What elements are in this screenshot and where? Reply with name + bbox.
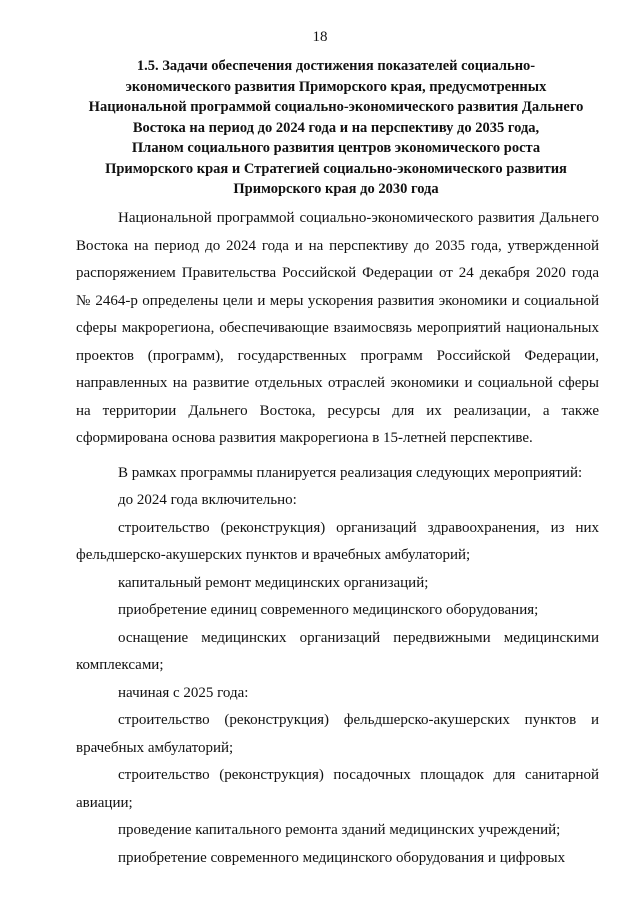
document-body <box>76 205 599 872</box>
paragraph-intro: Национальной программой социально-экономического развития Дальнего Востока на период до 2024 года и на перспективу до 2035 года, утвержденной распоряжением Правительства Российской Федерации от 24 декабря 2020 года № 2464-р определены цели и меры ускорения развития экономики и социальной сферы макрорегиона, обеспечивающие взаимосвязь мероприятий национальных проектов (программ), государственных программ Российской Федерации, направленных на развитие отдельных отраслей экономики и социальной сферы на территории Дальнего Востока, ресурсы для их реализации, а также сформирована основа развития макрорегиона в 15-летней перспективе. <box>76 210 599 446</box>
heading-line: экономического развития Приморского края, предусмотренных <box>125 78 547 95</box>
list-item: проведение капитального ремонта зданий медицинских учреждений; <box>118 822 561 838</box>
list-heading: начиная с 2025 года: <box>118 684 249 701</box>
paragraph: В рамках программы планируется реализация следующих мероприятий: <box>118 464 583 481</box>
heading-line: 1.5. Задачи обеспечения достижения показателей социально- <box>136 58 536 74</box>
heading-line: Национальной программой социально-экономического развития Дальнего <box>88 99 584 115</box>
heading-line: Приморского края до 2030 года <box>233 181 439 197</box>
list-item: оснащение медицинских организаций передвижными медицинскими комплексами; <box>76 629 599 673</box>
heading-line: Востока на период до 2024 года и на перспективу до 2035 года, <box>132 119 540 136</box>
list-item: капитальный ремонт медицинских организаций; <box>118 574 429 591</box>
heading-line: Приморского края и Стратегией социально-экономического развития <box>105 160 567 177</box>
section-heading <box>70 56 602 200</box>
list-item: приобретение современного медицинского оборудования и цифровых <box>118 849 566 866</box>
list-item: приобретение единиц современного медицинского оборудования; <box>118 602 539 618</box>
list-item: строительство (реконструкция) организаций здравоохранения, из них фельдшерско-акушерских пунктов и врачебных амбулаторий; <box>76 519 599 563</box>
list-heading: до 2024 года включительно: <box>118 492 297 508</box>
list-item: строительство (реконструкция) фельдшерско-акушерских пунктов и врачебных амбулаторий; <box>76 712 599 756</box>
page-number: 18 <box>312 29 328 45</box>
heading-line: Планом социального развития центров экономического роста <box>131 140 541 156</box>
list-item: строительство (реконструкция) посадочных площадок для санитарной авиации; <box>76 767 599 811</box>
